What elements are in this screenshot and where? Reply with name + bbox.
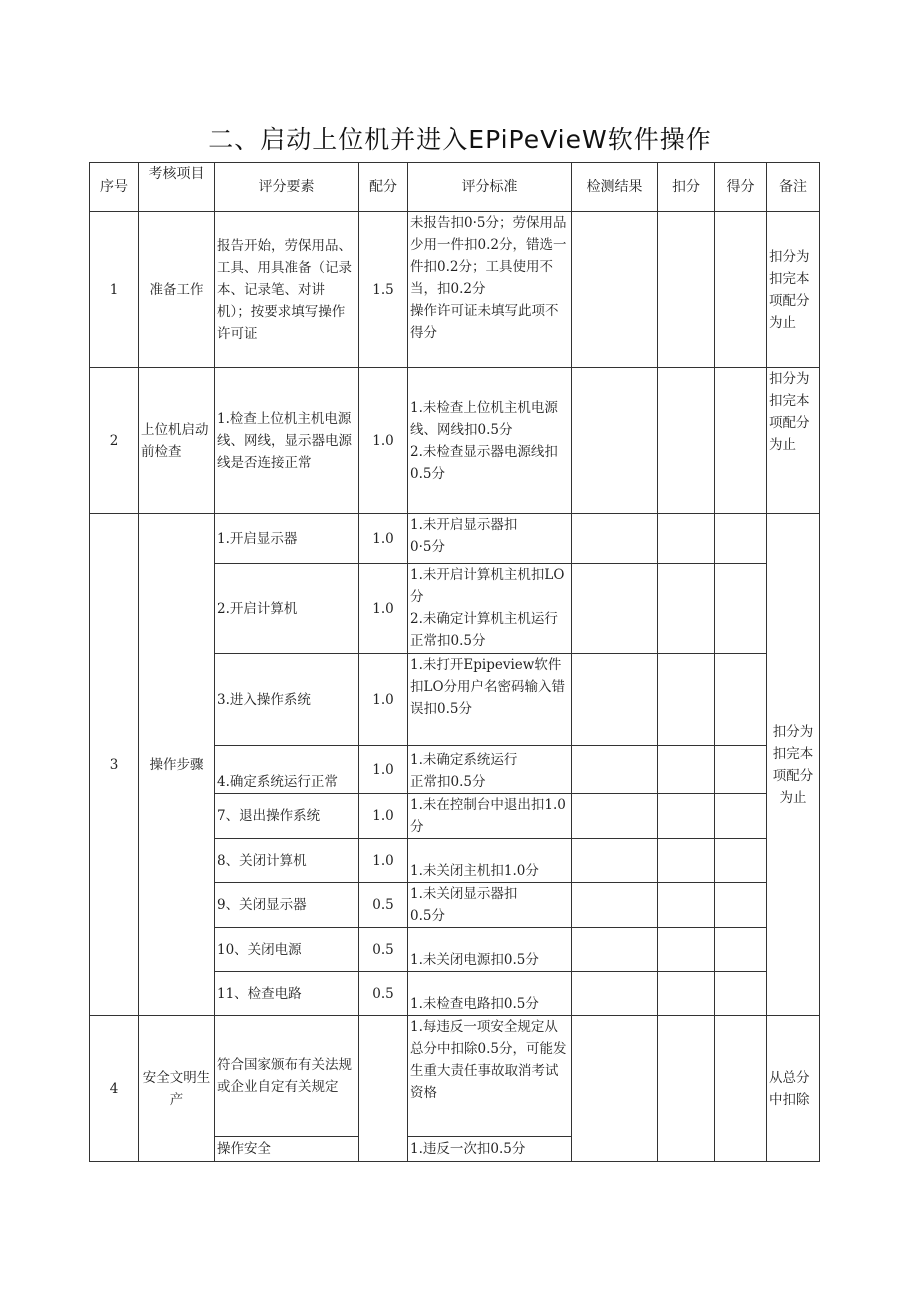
deduct-cell[interactable] bbox=[658, 564, 715, 654]
deduct-cell[interactable] bbox=[658, 212, 715, 368]
criteria-line: 1.未打开Epipeview软件扣LO分用户名密码输入错误扣0.5分 bbox=[410, 657, 566, 717]
row-element: 10、关闭电源 bbox=[215, 928, 359, 972]
row-item: 操作步骤 bbox=[139, 514, 215, 1016]
row-criteria bbox=[408, 746, 572, 794]
result-cell[interactable] bbox=[572, 928, 658, 972]
criteria-line: 1.每违反一项安全规定从总分中扣除0.5分，可能发生重大责任事故取消考试资格 bbox=[410, 1019, 567, 1101]
criteria-line: 未报告扣0·5分；劳保用品少用一件扣0.2分，错选一件扣0.2分；工具使用不当，扣0.2分 bbox=[410, 215, 567, 297]
row-no: 1 bbox=[90, 212, 139, 368]
deduct-cell[interactable] bbox=[658, 654, 715, 746]
header-row bbox=[90, 163, 820, 212]
header-criteria: 评分标准 bbox=[408, 163, 572, 212]
deduct-cell[interactable] bbox=[658, 368, 715, 514]
header-deduct: 扣分 bbox=[658, 163, 715, 212]
deduct-cell[interactable] bbox=[658, 746, 715, 794]
deduct-cell[interactable] bbox=[658, 928, 715, 972]
row-element: 8、关闭计算机 bbox=[215, 839, 359, 883]
result-cell[interactable] bbox=[572, 368, 658, 514]
row-score: 1.0 bbox=[359, 794, 408, 839]
row-element: 3.进入操作系统 bbox=[215, 654, 359, 746]
row-element: 11、检查电路 bbox=[215, 972, 359, 1016]
header-score: 配分 bbox=[359, 163, 408, 212]
got-cell[interactable] bbox=[715, 746, 767, 794]
row-criteria bbox=[408, 839, 572, 883]
row-criteria bbox=[408, 972, 572, 1016]
row-criteria bbox=[408, 928, 572, 972]
row-criteria bbox=[408, 368, 572, 514]
got-cell[interactable] bbox=[715, 972, 767, 1016]
got-cell[interactable] bbox=[715, 564, 767, 654]
row-score: 1.0 bbox=[359, 564, 408, 654]
row-remark: 扣分为扣完本项配分为止 bbox=[767, 368, 820, 514]
row-score: 1.0 bbox=[359, 746, 408, 794]
row-criteria bbox=[408, 654, 572, 746]
row-score: 0.5 bbox=[359, 972, 408, 1016]
criteria-line: 2.未确定计算机主机运行正常扣0.5分 bbox=[410, 611, 558, 649]
row-remark: 扣分为扣完本项配分为止 bbox=[767, 212, 820, 368]
header-remark: 备注 bbox=[767, 163, 820, 212]
row-element: 4.确定系统运行正常 bbox=[215, 746, 359, 794]
got-cell[interactable] bbox=[715, 794, 767, 839]
row-criteria bbox=[408, 514, 572, 564]
row-remark: 扣分为扣完本项配分为止 bbox=[767, 514, 820, 1016]
got-cell[interactable] bbox=[715, 1016, 767, 1162]
row-element: 7、退出操作系统 bbox=[215, 794, 359, 839]
row-score: 0.5 bbox=[359, 928, 408, 972]
got-cell[interactable] bbox=[715, 839, 767, 883]
got-cell[interactable] bbox=[715, 928, 767, 972]
result-cell[interactable] bbox=[572, 564, 658, 654]
criteria-line: 0·5分 bbox=[410, 539, 445, 555]
criteria-line: 2.未检查显示器电源线扣0.5分 bbox=[410, 443, 558, 482]
row-score: 1.0 bbox=[359, 368, 408, 514]
deduct-cell[interactable] bbox=[658, 794, 715, 839]
deduct-cell[interactable] bbox=[658, 883, 715, 928]
row-score: 1.5 bbox=[359, 212, 408, 368]
row-item: 上位机启动前检查 bbox=[139, 368, 215, 514]
got-cell[interactable] bbox=[715, 883, 767, 928]
row-element: 操作安全 bbox=[215, 1137, 359, 1162]
criteria-line: 1.未在控制台中退出扣1.0分 bbox=[410, 797, 566, 835]
deduct-cell[interactable] bbox=[658, 972, 715, 1016]
page-title: 二、启动上位机并进入EPiPeVieW软件操作 bbox=[208, 125, 712, 154]
row-item: 准备工作 bbox=[139, 212, 215, 368]
criteria-line: 1.未关闭主机扣1.0分 bbox=[410, 863, 539, 879]
deduct-cell[interactable] bbox=[658, 514, 715, 564]
criteria-line: 1.未检查上位机主机电源线、网线扣0.5分 bbox=[410, 399, 558, 438]
row-element: 1.检查上位机主机电源线、网线，显示器电源线是否连接正常 bbox=[215, 368, 359, 514]
row-score: 0.5 bbox=[359, 883, 408, 928]
criteria-line: 1.未关闭电源扣0.5分 bbox=[410, 952, 539, 968]
table-row bbox=[90, 212, 820, 368]
table-row bbox=[90, 514, 820, 564]
result-cell[interactable] bbox=[572, 794, 658, 839]
result-cell[interactable] bbox=[572, 839, 658, 883]
row-element: 报告开始，劳保用品、工具、用具准备（记录本、记录笔、对讲机）；按要求填写操作许可证 bbox=[215, 212, 359, 368]
row-element: 9、关闭显示器 bbox=[215, 883, 359, 928]
row-element: 2.开启计算机 bbox=[215, 564, 359, 654]
got-cell[interactable] bbox=[715, 368, 767, 514]
row-no: 2 bbox=[90, 368, 139, 514]
header-result: 检测结果 bbox=[572, 163, 658, 212]
criteria-line: 1.违反一次扣0.5分 bbox=[410, 1141, 526, 1157]
criteria-line: 正常扣0.5分 bbox=[410, 774, 486, 790]
deduct-cell[interactable] bbox=[658, 839, 715, 883]
row-criteria bbox=[408, 212, 572, 368]
header-no: 序号 bbox=[90, 163, 139, 212]
row-criteria bbox=[408, 883, 572, 928]
row-score: 1.0 bbox=[359, 514, 408, 564]
header-got: 得分 bbox=[715, 163, 767, 212]
criteria-line: 1.未确定系统运行 bbox=[410, 752, 518, 768]
criteria-line: 1.未关闭显示器扣 bbox=[410, 886, 518, 902]
row-score bbox=[359, 1016, 408, 1162]
row-criteria bbox=[408, 794, 572, 839]
row-criteria bbox=[408, 1016, 572, 1137]
header-item: 考核项目 bbox=[139, 163, 215, 212]
result-cell[interactable] bbox=[572, 514, 658, 564]
result-cell[interactable] bbox=[572, 212, 658, 368]
row-element: 符合国家颁布有关法规或企业自定有关规定 bbox=[215, 1016, 359, 1137]
table-row bbox=[90, 368, 820, 514]
criteria-line: 1.未开启计算机主机扣LO分 bbox=[410, 567, 565, 605]
row-no: 4 bbox=[90, 1016, 139, 1162]
row-remark: 从总分中扣除 bbox=[767, 1016, 820, 1162]
row-criteria bbox=[408, 1137, 572, 1162]
row-score: 1.0 bbox=[359, 839, 408, 883]
row-item: 安全文明生产 bbox=[139, 1016, 215, 1162]
scoring-table bbox=[89, 162, 820, 1162]
deduct-cell[interactable] bbox=[658, 1016, 715, 1162]
criteria-line: 1.未检查电路扣0.5分 bbox=[410, 996, 539, 1012]
got-cell[interactable] bbox=[715, 212, 767, 368]
row-criteria bbox=[408, 564, 572, 654]
got-cell[interactable] bbox=[715, 514, 767, 564]
result-cell[interactable] bbox=[572, 972, 658, 1016]
criteria-line: 操作许可证未填写此项不得分 bbox=[410, 303, 559, 341]
row-score: 1.0 bbox=[359, 654, 408, 746]
result-cell[interactable] bbox=[572, 1016, 658, 1162]
got-cell[interactable] bbox=[715, 654, 767, 746]
table-row bbox=[90, 1016, 820, 1137]
row-element: 1.开启显示器 bbox=[215, 514, 359, 564]
criteria-line: 0.5分 bbox=[410, 908, 445, 924]
criteria-line: 1.未开启显示器扣 bbox=[410, 517, 518, 533]
result-cell[interactable] bbox=[572, 746, 658, 794]
row-no: 3 bbox=[90, 514, 139, 1016]
header-element: 评分要素 bbox=[215, 163, 359, 212]
result-cell[interactable] bbox=[572, 654, 658, 746]
result-cell[interactable] bbox=[572, 883, 658, 928]
